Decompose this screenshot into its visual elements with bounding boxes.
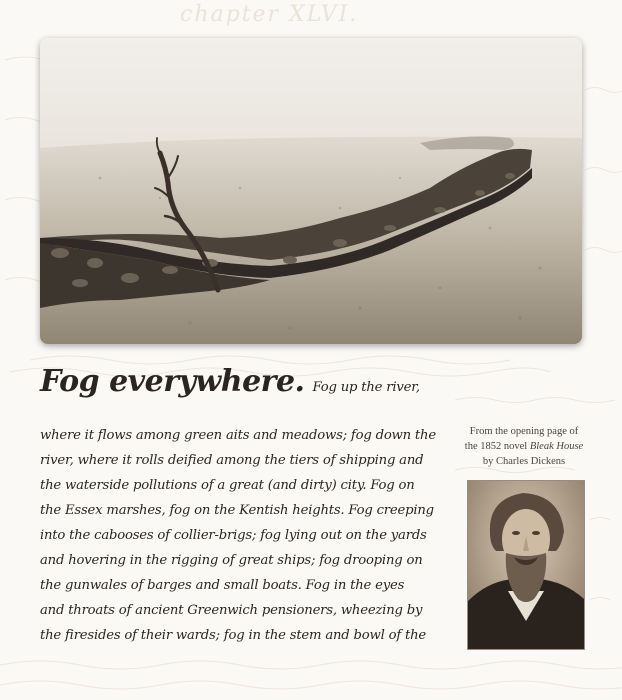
caption-line-3: by Charles Dickens (482, 456, 566, 467)
dickens-portrait-image (468, 481, 584, 649)
caption-line-1: From the opening page of (469, 426, 579, 437)
manuscript-heading: chapter XLVI. (180, 2, 359, 27)
caption-line-2 (464, 439, 584, 454)
lead-text: Fog up the river, (312, 380, 420, 395)
text-line: and throats of ancient Greenwich pensioners, wheezing by (40, 603, 423, 618)
text-line: and hovering in the rigging of great ships; fog drooping on (40, 553, 423, 568)
book-title: Bleak House (529, 441, 584, 452)
text-line: the waterside pollutions of a great (and dirty) city. Fog on (40, 478, 415, 493)
text-line: where it flows among green aits and meadows; fog down the (40, 428, 436, 443)
text-line: the Essex marshes, fog on the Kentish heights. Fog creeping (40, 503, 434, 518)
text-line: the firesides of their wards; fog in the stem and bowl of the (40, 628, 427, 643)
source-caption (464, 424, 584, 469)
text-line: into the cabooses of collier-brigs; fog lying out on the yards (40, 528, 427, 543)
headline-line (40, 364, 420, 399)
text-line: the gunwales of barges and small boats. Fog in the eyes (40, 578, 405, 593)
headline: Fog everywhere. (40, 364, 305, 399)
author-portrait (467, 480, 585, 650)
foggy-moor-image (40, 38, 582, 344)
caption-prefix: the 1852 novel (464, 441, 530, 452)
text-line: river, where it rolls deified among the tiers of shipping and (40, 453, 424, 468)
landscape-photo (40, 38, 582, 344)
